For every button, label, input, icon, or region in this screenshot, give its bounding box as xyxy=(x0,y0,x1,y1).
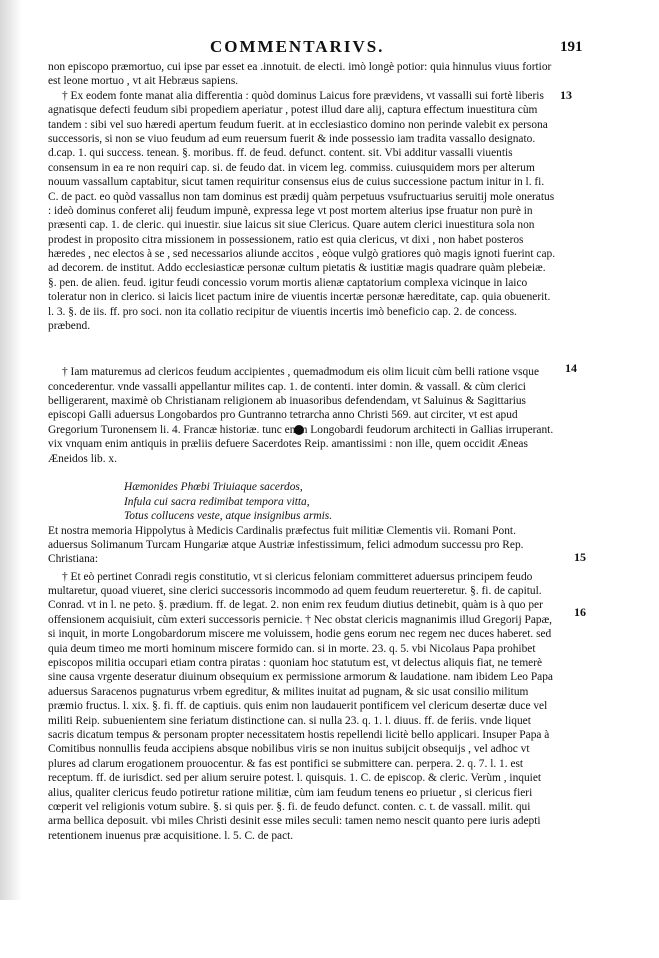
text-line: agnatisque defecti feudum sibi propediem aperiatur , potest illud dare alij, captura effectum inuestitura cùm xyxy=(48,104,538,117)
text-line: † Ex eodem fonte manat alia differentia : quòd dominus Laicus fore prævidens, vt vassalli sui fortè liberis xyxy=(62,89,544,102)
text-line: C. de pact. eo quòd vassallus non tam dominus est prædij quàm perpetuus vsufructuarius seruitij mole oneratus xyxy=(48,190,555,203)
page-number: 191 xyxy=(560,39,583,55)
text-line: † Iam maturemus ad clericos feudum accipientes , quemadmodum eis olim licuit cùm belli ratione vsque xyxy=(62,366,540,379)
text-line: offensionem acquisiuit, cùm exteri successoris pernicie. † Nec obstat clericis magnanimis illud Gregorij Papæ, xyxy=(48,613,553,626)
text-line: Conrad. vt in l. ne peto. §. prædium. ff. de legat. 2. non enim rex feudum diutius detinebit, quàm is à quo per xyxy=(48,599,543,612)
text-line xyxy=(48,857,556,871)
text-line: † Et eò pertinet Conradi regis constitutio, vt si clericus feloniam committeret aduersus principem feudo xyxy=(62,570,533,583)
text-line: d.cap. 1. qui success. tenean. §. moribus. ff. de feud. defunct. content. sit. Vbi additur vassalli viuentis xyxy=(48,147,513,160)
text-line: Et nostra memoria Hippolytus à Medicis Cardinalis præfectus fuit militiæ Clementis vii. Romani Pont. xyxy=(48,524,516,537)
verse-line: Infula cui sacra redimibat tempora vitta, xyxy=(124,495,310,508)
text-line: sine causa vrgente deseratur diuinum obsequium ex permissione armorum & laudatione. nam ibidem Leo Papa xyxy=(48,671,553,684)
text-line: aduersus Saracenos pugnaturus vrbem egreditur, & milites inuitat ad pugnam, & sic usat consilio militum xyxy=(48,685,529,698)
text-line: : ideò dominus conferet alij feudum impunè, expressa lege vt post mortem alterius ipse fruatur non purè in xyxy=(48,204,533,217)
text-line: Christiana: xyxy=(48,553,98,566)
margin-note: 14 xyxy=(565,361,577,375)
text-line: Comitibus nonnullis feuda accipiens absque nobilibus viris se non inuitus subijcit obsequijs , vel adhoc vt xyxy=(48,743,530,756)
text-line: quia deum timeo me morti hominum miscere formido can. si in morte. 23. q. 5. vbi Nicolaus Papa prohibet xyxy=(48,642,536,655)
text-line xyxy=(48,872,556,886)
text-line: consensum in ea re non requiri cap. si. de feudo dat. in vicem leg. commiss. cuiusquidem mors per alterum xyxy=(48,161,535,174)
text-line: ad decorem. de institut. Addo ecclesiasticæ personæ cultum pietatis & iustitiæ magis quadrare quàm plebeiæ. xyxy=(48,262,546,275)
text-line: §. pen. de alien. feud. igitur feudi concessio vorum mortis alienæ captatorium complexa vicinque in laico xyxy=(48,276,528,289)
text-line: est leone mortuo , vt ait Hebræus sapiens. xyxy=(48,75,239,88)
text-line: præsenti cap. 1. de cleric. qui inuestir. siue laicus sit siue Clericus. Quare autem clerici inuestitura sola non xyxy=(48,219,535,232)
text-line: si inquit, in morte Longobardorum miscere me voluissem, hodie gens eorum nec regem nec duces haberet. sed xyxy=(48,628,552,641)
text-line xyxy=(48,886,556,900)
text-line xyxy=(48,333,556,347)
running-title: COMMENTARIVS. xyxy=(210,37,385,56)
text-line: non episcopo præmortuo, cui ipse par esset ea .innotuit. de electi. imò longè potior: quia hinnulus viuus fortior xyxy=(48,61,552,73)
text-line: militi Reip. subuenientem sine feriatum distinctione can. si nulla 23. q. 1. l. diuus. ff. de feriis. vnde liquet xyxy=(48,714,531,727)
text-line: successoris, si non se viuo feudum ad eum reuersum fuerit & inde possessio iam tradita vassallo designato. xyxy=(48,132,536,145)
text-line xyxy=(48,466,556,480)
text-line: cœperit vel religionis votum subire. §. si quis per. §. fi. de feudo defunct. conten. c. t. de vassall. milit. qui xyxy=(48,800,531,813)
text-line: episcopos militia occupari etiam contra piratas : quoniam hoc statutum est, vt delectus aliquis fiat, ne temerè xyxy=(48,657,543,670)
text-line: prodest in proposito citra missionem in possessionem, ratio est quia clericus, vt dixi , non habet posteros xyxy=(48,233,524,246)
text-line: aduersus Solimanum Turcam Hungariæ atque Austriæ infestissimum, felici admodum successu pro Rep. xyxy=(48,538,524,551)
text-line: concederentur. vnde vassalli appellantur milites cap. 1. de contenti. inter domin. & vassall. & cùm clerici xyxy=(48,380,526,393)
page-header xyxy=(0,37,659,61)
text-line: receptum. ff. de iurisdict. sed per alium seruire potest. l. quisquis. 1. C. de episcop. & cleric. Verùm , inquiet xyxy=(48,772,542,785)
text-line: præbend. xyxy=(48,320,91,333)
text-line: præmio fructus. l. xix. §. fi. ff. de captiuis. quis enim non laudauerit pontificem vel clericum desertæ duce vel xyxy=(48,700,548,713)
text-line: episcopi Galli aduersus Longobardos pro Guntranno tetrarcha anno Christi 569. aut circiter, vt est apud xyxy=(48,409,518,422)
verse-line: Hæmonides Phœbi Triuiaque sacerdos, xyxy=(124,481,303,494)
text-line: l. 3. §. de iis. ff. pro soci. non ita collatio recipitur de viuentis incertis imò beneficio cap. 2. de concess. xyxy=(48,305,517,318)
text-line xyxy=(48,348,556,362)
text-line xyxy=(48,929,556,943)
margin-note: 13 xyxy=(560,88,572,102)
margin-note: 16 xyxy=(574,605,586,619)
text-line: tandem : sibi vel suo hæredi apertum feudum fuerit. at in ecclesiastico domino non perinde valebit ex persona xyxy=(48,118,548,131)
text-line: retentionem inuenus præ acquisitione. l. 5. C. de pact. xyxy=(48,829,294,842)
verse-line: Totus collucens veste, atque insignibus armis. xyxy=(124,510,333,523)
text-line: arma bellica deposuit. vbi miles Christi desinit esse miles seculi: tamen nemo nescit quanto pere iuris adepti xyxy=(48,815,541,828)
text-line: hæredes , nec electos à se , sed necessarios aliunde accitos , eòque vulgò gratiores quò magis ignoti fuerint cap. xyxy=(48,248,556,261)
text-line: plures ad clarum erogationem prouocentur. & fas est pontifici se submittere can. perpera. 2. q. 7. l. 1. est xyxy=(48,757,524,770)
text-line: Æneidos lib. x. xyxy=(48,452,117,465)
page-binding-shadow xyxy=(0,0,22,900)
margin-note: 15 xyxy=(574,550,586,564)
text-line xyxy=(48,843,556,857)
text-line: nouum vassallum captabitur, sicut tamen requiritur consensus eius de cuius successione pactum initur in l. fi. xyxy=(48,176,545,189)
text-line: Gregorium Turonensem li. 4. Francæ historiæ. tunc enim Longobardi feudorum architecti in Gallias irruperant. xyxy=(48,423,554,436)
text-line: belligerarent, maximè ob Christianam religionem ab inuasoribus defendendam, vt Saluinus & Sagittarius xyxy=(48,394,526,407)
text-line xyxy=(48,901,556,915)
text-line: vix vnquam enim antiquis in præliis defuere Sacerdotes Reip. amantissimi : non ille, quem occidit Æneas xyxy=(48,438,528,451)
body-text xyxy=(48,60,556,958)
text-line: multaretur, quoad viueret, sine clerici successoris incommodo ad quem feudum reuerteretur. §. fi. de capitul. xyxy=(48,585,542,598)
text-line: toleratur non in clerico. si laicis licet pactum inire de viuentis incertæ personæ hæreditate, cap. quia obuenerit. xyxy=(48,291,551,304)
text-line xyxy=(48,944,556,958)
text-line xyxy=(48,915,556,929)
text-line: alius, qualiter clericus feudo potiretur ratione militiæ, cùm iam feudum tenens eo priuetur , si clericus fieri xyxy=(48,786,533,799)
text-line: sacris dicatum tempus & personam propter necessitatem hostis repellendi licitè bello applicari. Insuper Papa à xyxy=(48,728,550,741)
